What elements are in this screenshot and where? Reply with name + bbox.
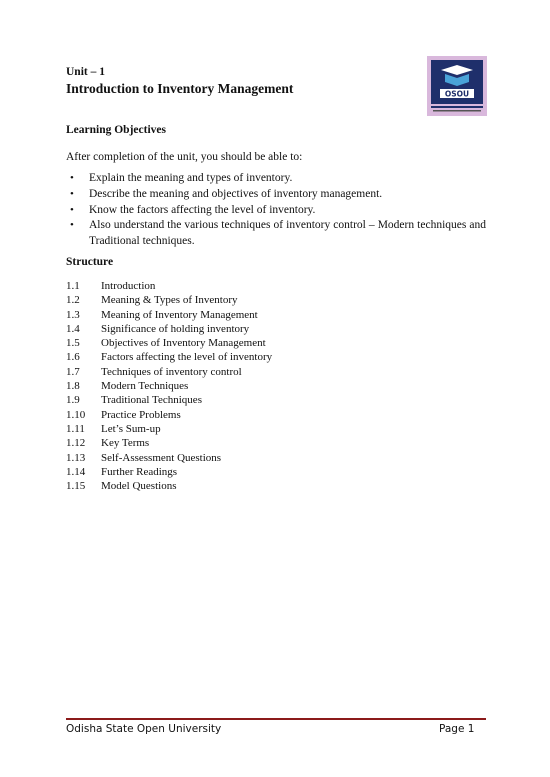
- section-title: Meaning & Types of Inventory: [101, 294, 238, 307]
- section-number: 1.13: [66, 451, 86, 464]
- structure-item: [66, 322, 272, 336]
- university-logo: [427, 56, 487, 116]
- structure-item: [66, 350, 272, 364]
- logo-text: OSOU: [444, 89, 470, 99]
- section-number: 1.5: [66, 337, 80, 350]
- section-title: Traditional Techniques: [101, 394, 202, 407]
- structure-item: [66, 436, 272, 450]
- structure-heading: Structure: [66, 256, 114, 268]
- section-title: Techniques of inventory control: [101, 365, 242, 378]
- footer-university: Odisha State Open University: [66, 723, 222, 735]
- section-title: Practice Problems: [101, 408, 181, 421]
- section-number: 1.8: [66, 380, 80, 393]
- section-title: Let’s Sum-up: [101, 422, 161, 435]
- structure-item: [66, 308, 272, 322]
- section-number: 1.3: [66, 308, 80, 321]
- structure-item: [66, 451, 272, 465]
- structure-item: [66, 465, 272, 479]
- section-number: 1.11: [66, 422, 85, 435]
- section-number: 1.12: [66, 437, 86, 450]
- unit-title: Introduction to Inventory Management: [66, 81, 294, 96]
- section-title: Further Readings: [101, 465, 178, 478]
- section-number: 1.9: [66, 394, 80, 407]
- structure-item: [66, 422, 272, 436]
- section-number: 1.14: [66, 465, 86, 478]
- structure-list: [66, 279, 272, 493]
- learning-objectives-heading: Learning Objectives: [66, 124, 166, 136]
- objectives-list: [66, 171, 486, 250]
- section-number: 1.15: [66, 480, 86, 493]
- objective-item: • Also understand the various techniques of inventory control – Modern techniques and Traditional techniques.: [66, 218, 486, 250]
- section-title: Modern Techniques: [101, 380, 189, 393]
- section-title: Self-Assessment Questions: [101, 451, 222, 464]
- objective-item: • Describe the meaning and objectives of inventory management.: [66, 187, 486, 203]
- structure-item: [66, 365, 272, 379]
- section-title: Objectives of Inventory Management: [101, 337, 266, 350]
- structure-item: [66, 379, 272, 393]
- section-title: Key Terms: [101, 437, 150, 450]
- unit-number: Unit – 1: [66, 66, 105, 78]
- objective-item: • Know the factors affecting the level of inventory.: [66, 203, 486, 219]
- structure-item: [66, 479, 272, 493]
- section-number: 1.4: [66, 322, 80, 335]
- objective-item: • Explain the meaning and types of inventory.: [66, 171, 486, 187]
- structure-item: [66, 293, 272, 307]
- section-title: Model Questions: [101, 480, 177, 493]
- section-title: Significance of holding inventory: [101, 322, 250, 335]
- section-title: Introduction: [101, 280, 156, 292]
- section-number: 1.6: [66, 351, 80, 364]
- structure-item: [66, 393, 272, 407]
- footer-divider: [66, 718, 486, 720]
- section-number: 1.10: [66, 408, 86, 421]
- section-number: 1.2: [66, 294, 80, 307]
- learning-objectives-intro: After completion of the unit, you should be able to:: [66, 151, 303, 163]
- page-number: Page 1: [439, 723, 475, 735]
- section-title: Meaning of Inventory Management: [101, 308, 258, 321]
- structure-item: [66, 408, 272, 422]
- structure-item: [66, 336, 272, 350]
- structure-item: [66, 279, 272, 293]
- section-number: 1.1: [66, 280, 80, 292]
- section-number: 1.7: [66, 365, 80, 378]
- section-title: Factors affecting the level of inventory: [101, 351, 273, 364]
